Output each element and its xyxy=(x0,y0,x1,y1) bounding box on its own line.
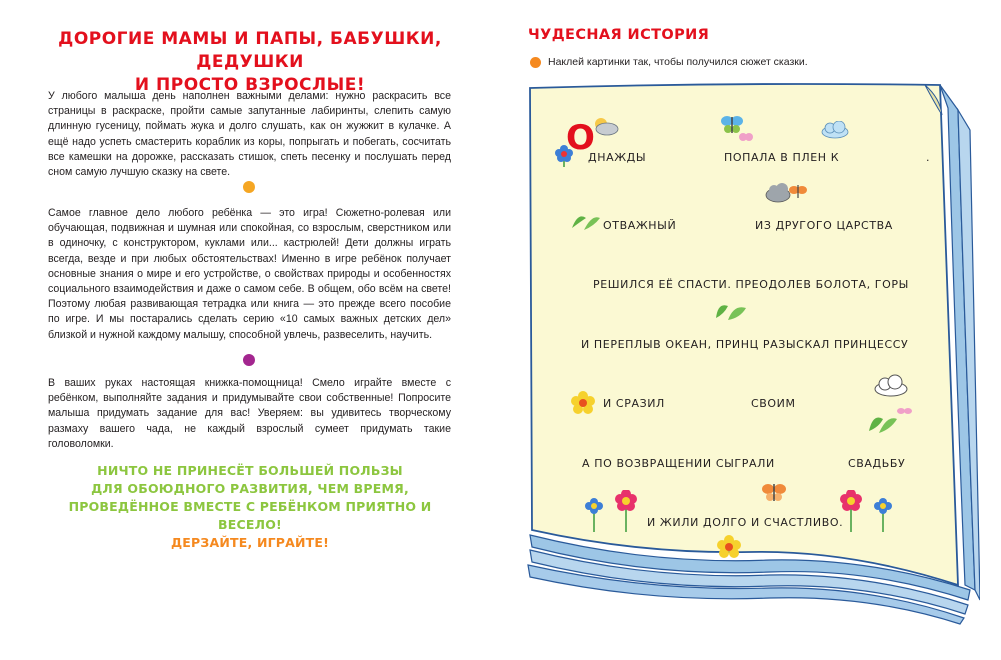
story-word-wedding: СВАДЬБУ xyxy=(848,457,906,470)
left-heading xyxy=(40,28,460,97)
story-word-his: СВОИМ xyxy=(751,397,796,410)
motto-call-to-action: ДЕРЗАЙТЕ, ИГРАЙТЕ! xyxy=(170,535,330,550)
intro-paragraph-1: У любого малыша день наполнен важными делами: нужно раскрасить все страницы в раскраске, пройти самые запутанные лабиринты, слепить самую длинную гусеницу, поймать жука и долго слушать, как он жужжит в кулачке. А ещё надо успеть смастерить кораблик из коры, попрыгать и побегать, сосчитать все камешки на дорожке, рассказать стишок, спеть песенку и послушать перед сном самую лучшую сказку на свете. xyxy=(48,90,451,179)
story-line-crossed-ocean: И ПЕРЕПЛЫВ ОКЕАН, ПРИНЦ РАЗЫСКАЛ ПРИНЦЕССУ xyxy=(581,338,909,351)
heading-line-2: И ПРОСТО ВЗРОСЛЫЕ! xyxy=(134,75,366,95)
intro-paragraph-3: В ваших руках настоящая книжка-помощница! Смело играйте вместе с ребёнком, выполняйте задания и придумывайте свои собственные! Попросите малыша придумать задание для вас! Уверяем: вы удивитесь творческому размаху вашего чада, не каждый взрослый сумеет придумать такие головоломки. xyxy=(48,377,451,450)
flowers-left-icon xyxy=(582,490,642,532)
green-sprout-icon xyxy=(712,296,748,322)
white-cloud-icon xyxy=(873,374,909,398)
story-phrase-upon-return: А ПО ВОЗВРАЩЕНИИ СЫГРАЛИ xyxy=(582,457,775,470)
story-word-defeated: И СРАЗИЛ xyxy=(603,397,665,410)
story-title: ЧУДЕСНАЯ ИСТОРИЯ xyxy=(528,27,710,43)
motto-line-2: ДЛЯ ОБОЮДНОГО РАЗВИТИЯ, ЧЕМ ВРЕМЯ, xyxy=(91,481,409,496)
leaf-butterfly-icon xyxy=(867,405,913,435)
yellow-flower-icon xyxy=(570,390,596,416)
blue-cloud-icon xyxy=(820,121,850,139)
story-period: . xyxy=(926,151,931,164)
story-word-brave: ОТВАЖНЫЙ xyxy=(603,219,677,232)
orange-butterfly-icon xyxy=(761,481,787,503)
green-leaf-icon xyxy=(570,210,600,232)
heading-line-1: ДОРОГИЕ МАМЫ И ПАПЫ, БАБУШКИ, ДЕДУШКИ xyxy=(58,29,442,72)
instruction-bullet xyxy=(530,57,541,68)
story-line-decided: РЕШИЛСЯ ЕЁ СПАСТИ. ПРЕОДОЛЕВ БОЛОТА, ГОРЫ xyxy=(593,278,909,291)
purple-dot-divider xyxy=(243,354,255,366)
orange-dot-divider xyxy=(243,181,255,193)
small-butterfly-icon xyxy=(739,131,753,143)
intro-paragraph-2: Самое главное дело любого ребёнка — это игра! Сюжетно-ролевая или обучающая, подвижная и шумная или спокойная, со взрослым, сверстником или в одиночку, с конструктором, куклами или... кастрюлей! Дети должны играть всегда, везде и при любых обстоятельствах! Именно в игре ребёнок получает основные знания о мире и его устройстве, о свойствах природы и особенностях социального взаимодействия и даже о самом себе. В общем, обо всём на свете! Поэтому любая развивающая тетрадка или книга — это прежде всего пособие по игре. И мы постарались сделать серию «10 самых важных детских дел» близкой и нужной каждому малышу, способной увлечь, развеселить, научить. xyxy=(48,207,451,341)
grey-cloud-butterfly-icon xyxy=(764,180,810,206)
motto-line-3: ПРОВЕДЁННОЕ ВМЕСТЕ С РЕБЁНКОМ ПРИЯТНО И ВЕСЕЛО! xyxy=(68,499,432,532)
story-initial-letter: О xyxy=(566,118,595,158)
yellow-flower-bottom-icon xyxy=(716,534,742,560)
story-line-happily-ever-after: И ЖИЛИ ДОЛГО И СЧАСТЛИВО. xyxy=(647,516,844,529)
story-phrase-other-kingdom: ИЗ ДРУГОГО ЦАРСТВА xyxy=(755,219,893,232)
motto-line-1: НИЧТО НЕ ПРИНЕСЁТ БОЛЬШЕЙ ПОЛЬЗЫ xyxy=(97,463,403,478)
story-phrase-captured: ПОПАЛА В ПЛЕН К xyxy=(724,151,840,164)
instruction-text: Наклей картинки так, чтобы получился сюжет сказки. xyxy=(548,56,808,68)
flowers-right-icon xyxy=(837,490,897,532)
motto-block xyxy=(40,462,460,552)
story-word-once: ДНАЖДЫ xyxy=(588,151,647,164)
